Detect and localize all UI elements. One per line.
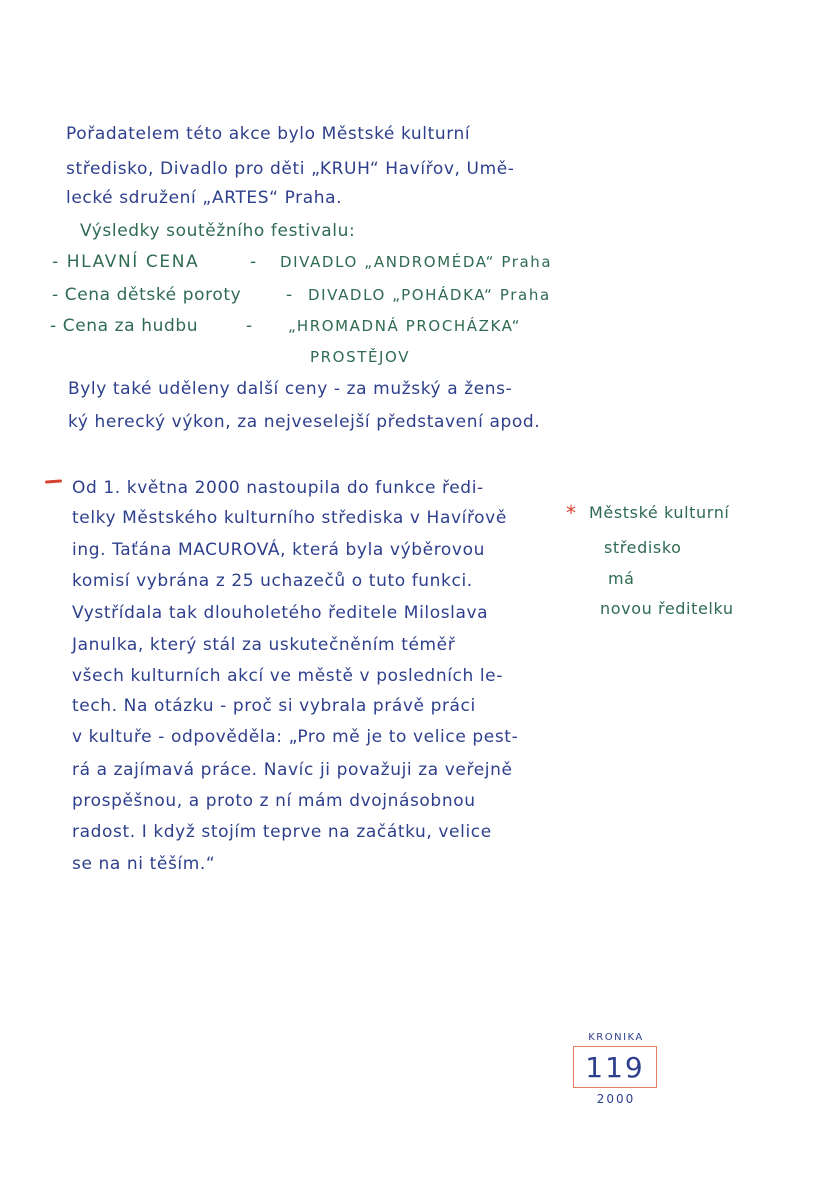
article-line: komisí vybrána z 25 uchazečů o tuto funkci. [72, 571, 473, 591]
stamp-year: 2000 [596, 1092, 636, 1106]
stamp-box [573, 1046, 657, 1088]
result-winner: DIVADLO „ANDROMÉDA“ Praha [280, 253, 553, 271]
article-line: se na ni těším.“ [72, 854, 216, 874]
result-dash: - [286, 285, 293, 305]
result-label: - Cena dětské poroty [52, 285, 242, 305]
result-winner-city: PROSTĚJOV [310, 348, 411, 366]
result-winner: „HROMADNÁ PROCHÁZKA“ [288, 317, 521, 335]
margin-note-line: středisko [604, 538, 682, 557]
article-line: prospěšnou, a proto z ní mám dvojnásobnou [72, 791, 476, 811]
awards-line: Byly také uděleny další ceny - za mužský a žens- [68, 379, 513, 399]
result-winner: DIVADLO „POHÁDKA“ Praha [308, 286, 551, 304]
margin-note-line: novou ředitelku [600, 599, 734, 618]
stamp-label: KRONIKA [588, 1032, 644, 1043]
margin-note-line: Městské kulturní [589, 503, 730, 522]
margin-dash-mark [45, 479, 62, 483]
awards-line: ký herecký výkon, za nejveselejší představení apod. [68, 412, 541, 432]
result-dash: - [246, 316, 253, 336]
article-line: telky Městského kulturního střediska v Havířově [72, 508, 507, 528]
asterisk-icon: * [566, 501, 576, 525]
article-line: ing. Taťána MACUROVÁ, která byla výběrovou [72, 540, 485, 560]
margin-note-line: má [608, 569, 635, 588]
intro-line: lecké sdružení „ARTES“ Praha. [66, 188, 343, 208]
article-line: tech. Na otázku - proč si vybrala právě práci [72, 696, 476, 716]
article-line: Janulka, který stál za uskutečněním téměř [72, 635, 456, 655]
results-heading: Výsledky soutěžního festivalu: [80, 221, 356, 241]
page-number: 119 [585, 1051, 645, 1084]
intro-line: středisko, Divadlo pro děti „KRUH“ Havířov, Umě- [66, 159, 515, 179]
article-line: Vystřídala tak dlouholetého ředitele Miloslava [72, 603, 489, 623]
result-label: - HLAVNÍ CENA [52, 252, 200, 272]
article-line: rá a zajímavá práce. Navíc ji považuji za veřejně [72, 760, 513, 780]
result-label: - Cena za hudbu [50, 316, 199, 336]
article-line: v kultuře - odpověděla: „Pro mě je to velice pest- [72, 727, 519, 747]
intro-line: Pořadatelem této akce bylo Městské kulturní [66, 124, 471, 144]
result-dash: - [250, 252, 257, 272]
article-line: všech kulturních akcí ve městě v posledních le- [72, 666, 503, 686]
article-line: radost. I když stojím teprve na začátku, velice [72, 822, 492, 842]
chronicle-stamp [568, 1032, 668, 1112]
article-line: Od 1. května 2000 nastoupila do funkce ředi- [72, 478, 484, 498]
